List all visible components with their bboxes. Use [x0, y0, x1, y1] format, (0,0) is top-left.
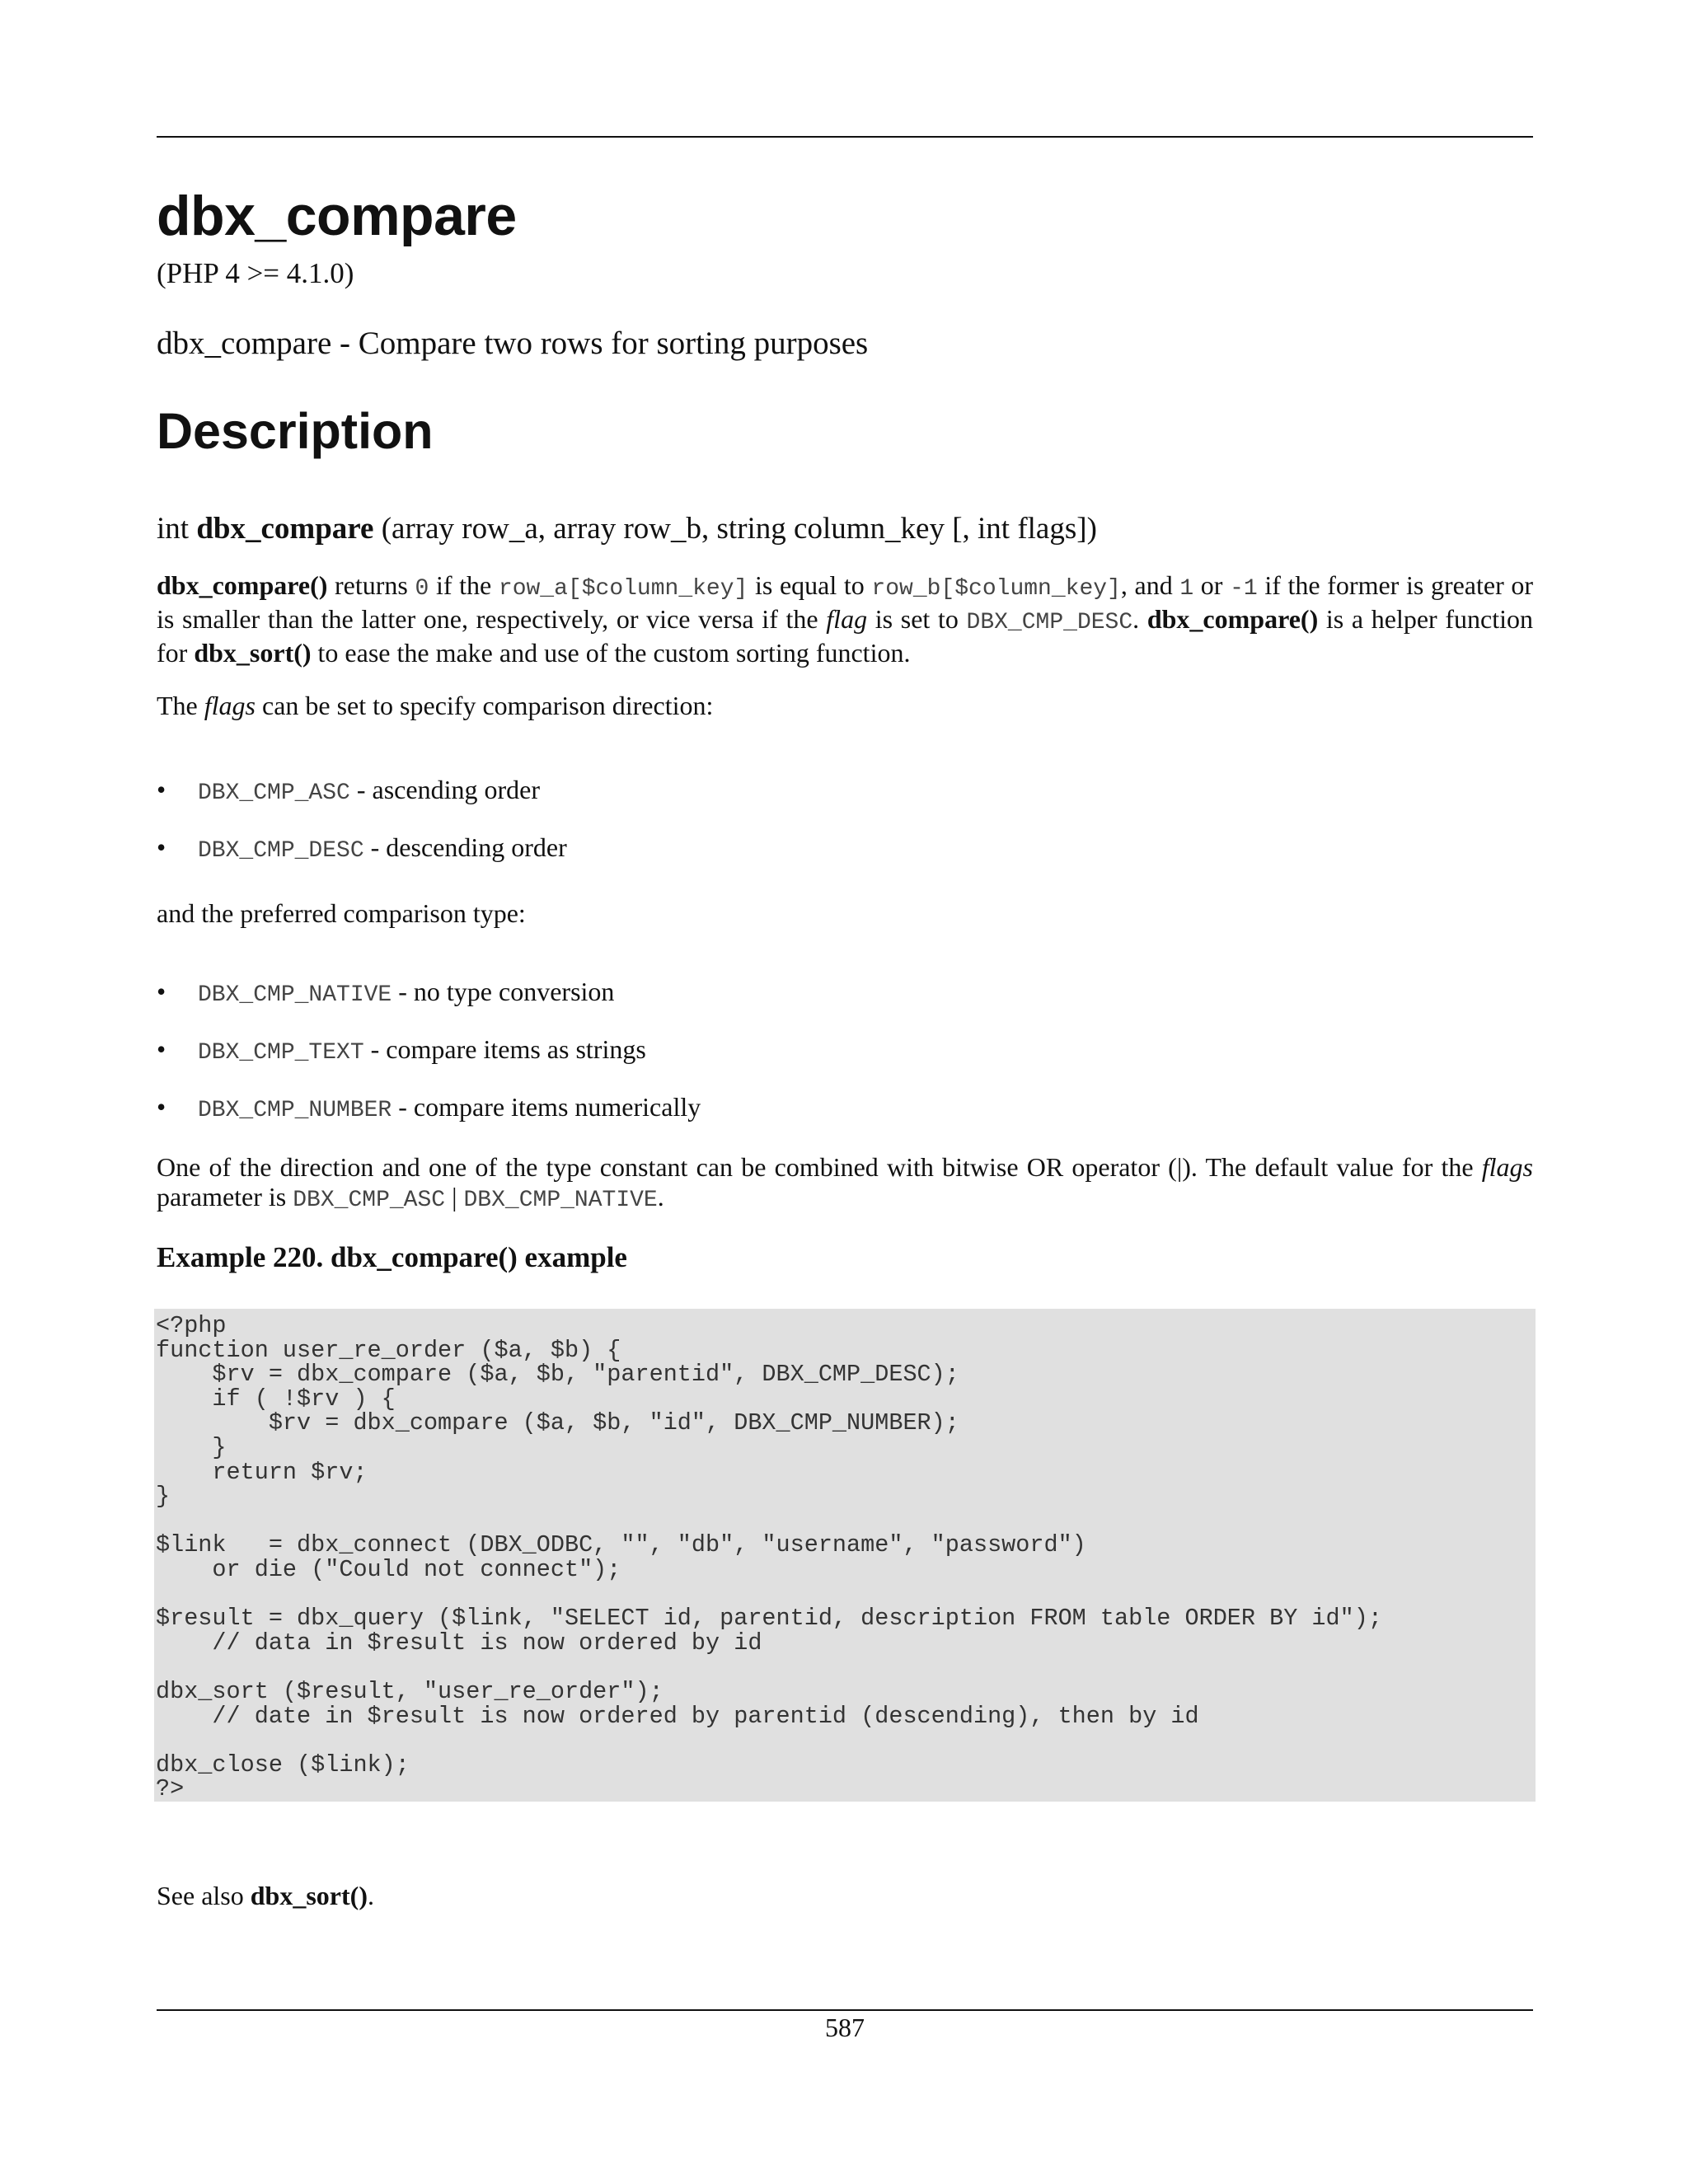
bullet-icon: •	[157, 1034, 166, 1064]
bullet-icon: •	[157, 832, 166, 862]
synopsis-params: (array row_a, array row_b, string column_key [, int flags])	[381, 512, 1097, 546]
text-run: is equal to	[748, 570, 872, 600]
inline-code: 0	[415, 576, 429, 602]
emphasis: flags	[204, 691, 256, 720]
list-item-text: - compare items as strings	[363, 1034, 646, 1064]
footer-rule	[157, 2009, 1533, 2011]
example-title: Example 220. dbx_compare() example	[157, 1241, 627, 1273]
header-rule	[157, 136, 1533, 138]
list-item-text: - no type conversion	[392, 977, 615, 1006]
constant-name: DBX_CMP_DESC	[198, 838, 364, 864]
text-run: |	[445, 1182, 464, 1212]
description-paragraph-4	[157, 1152, 1533, 1216]
text-run: to ease the make and use of the custom sorting function.	[311, 638, 911, 668]
bullet-icon: •	[157, 775, 166, 804]
inline-code: DBX_CMP_DESC	[966, 610, 1133, 635]
text-run: See also	[157, 1881, 251, 1910]
synopsis-return-type: int	[157, 512, 190, 546]
description-paragraph-2	[157, 691, 1533, 720]
refpurpose: dbx_compare - Compare two rows for sorting purposes	[157, 326, 869, 361]
see-also-link[interactable]: dbx_sort()	[250, 1881, 368, 1910]
text-run: is a helper function for	[157, 604, 1534, 668]
see-also	[157, 1881, 374, 1911]
function-link[interactable]: dbx_sort()	[194, 638, 312, 668]
emphasis: flags	[1481, 1152, 1533, 1182]
page-number: 587	[825, 2013, 865, 2042]
text-run: if the former is greater or is smaller than the latter one, respectively, or vice versa if the	[157, 570, 1534, 634]
inline-code: DBX_CMP_ASC	[293, 1188, 446, 1213]
bullet-icon: •	[157, 1092, 166, 1122]
page-title: dbx_compare	[157, 185, 517, 247]
text-run: One of the direction and one of the type constant can be combined with bitwise OR operator (|). The default value for the	[157, 1152, 1482, 1182]
function-link[interactable]: dbx_compare()	[1146, 604, 1319, 634]
function-ref: dbx_compare()	[157, 570, 328, 600]
inline-code: -1	[1230, 576, 1258, 602]
version-info: (PHP 4 >= 4.1.0)	[157, 257, 354, 289]
text-run: .	[367, 1881, 374, 1910]
text-run: can be set to specify comparison direction:	[255, 691, 714, 720]
inline-code: row_b[$column_key]	[871, 576, 1121, 602]
text-run: parameter is	[157, 1182, 293, 1212]
description-paragraph-3: and the preferred comparison type:	[157, 898, 526, 928]
function-synopsis	[157, 511, 1097, 546]
text-run: .	[657, 1182, 664, 1212]
text-run: or	[1193, 570, 1231, 600]
inline-code: DBX_CMP_NATIVE	[463, 1188, 658, 1213]
list-item-text: - ascending order	[349, 775, 540, 804]
constant-name: DBX_CMP_ASC	[198, 780, 350, 806]
text-run: , and	[1120, 570, 1180, 600]
bullet-icon: •	[157, 977, 166, 1006]
constant-name: DBX_CMP_NATIVE	[198, 982, 392, 1008]
constant-name: DBX_CMP_TEXT	[198, 1040, 364, 1066]
inline-code: row_a[$column_key]	[498, 576, 748, 602]
description-heading: Description	[157, 403, 434, 459]
synopsis-function-name: dbx_compare	[196, 512, 374, 546]
text-run: is set to	[867, 604, 967, 634]
text-run: .	[1132, 604, 1147, 634]
text-run: if the	[429, 570, 499, 600]
constant-name: DBX_CMP_NUMBER	[198, 1098, 392, 1123]
description-paragraph-1	[157, 570, 1533, 668]
text-run: The	[157, 691, 204, 720]
example-code-block: <?php function user_re_order ($a, $b) { $rv = dbx_compare ($a, $b, "parentid", DBX_CMP_DESC); if ( !$rv ) { $rv = dbx_compare ($a, $b, "id", DBX_CMP_NUMBER); } return $rv; } $link = dbx_connect (DBX_ODBC, "", "db", "username", "password") or die ("Could not connect"); $result = dbx_query ($link, "SELECT id, parentid, description FROM table ORDER BY id"); // data in $result is now ordered by id dbx_sort ($result, "user_re_order"); // date in $result is now ordered by parentid (descending), then by id dbx_close ($link); ?>	[154, 1309, 1536, 1802]
inline-code: 1	[1179, 576, 1194, 602]
list-item-text: - compare items numerically	[392, 1092, 701, 1122]
emphasis: flag	[826, 604, 868, 634]
list-item-text: - descending order	[363, 832, 567, 862]
manual-page	[157, 0, 1533, 2184]
text-run: returns	[327, 570, 415, 600]
